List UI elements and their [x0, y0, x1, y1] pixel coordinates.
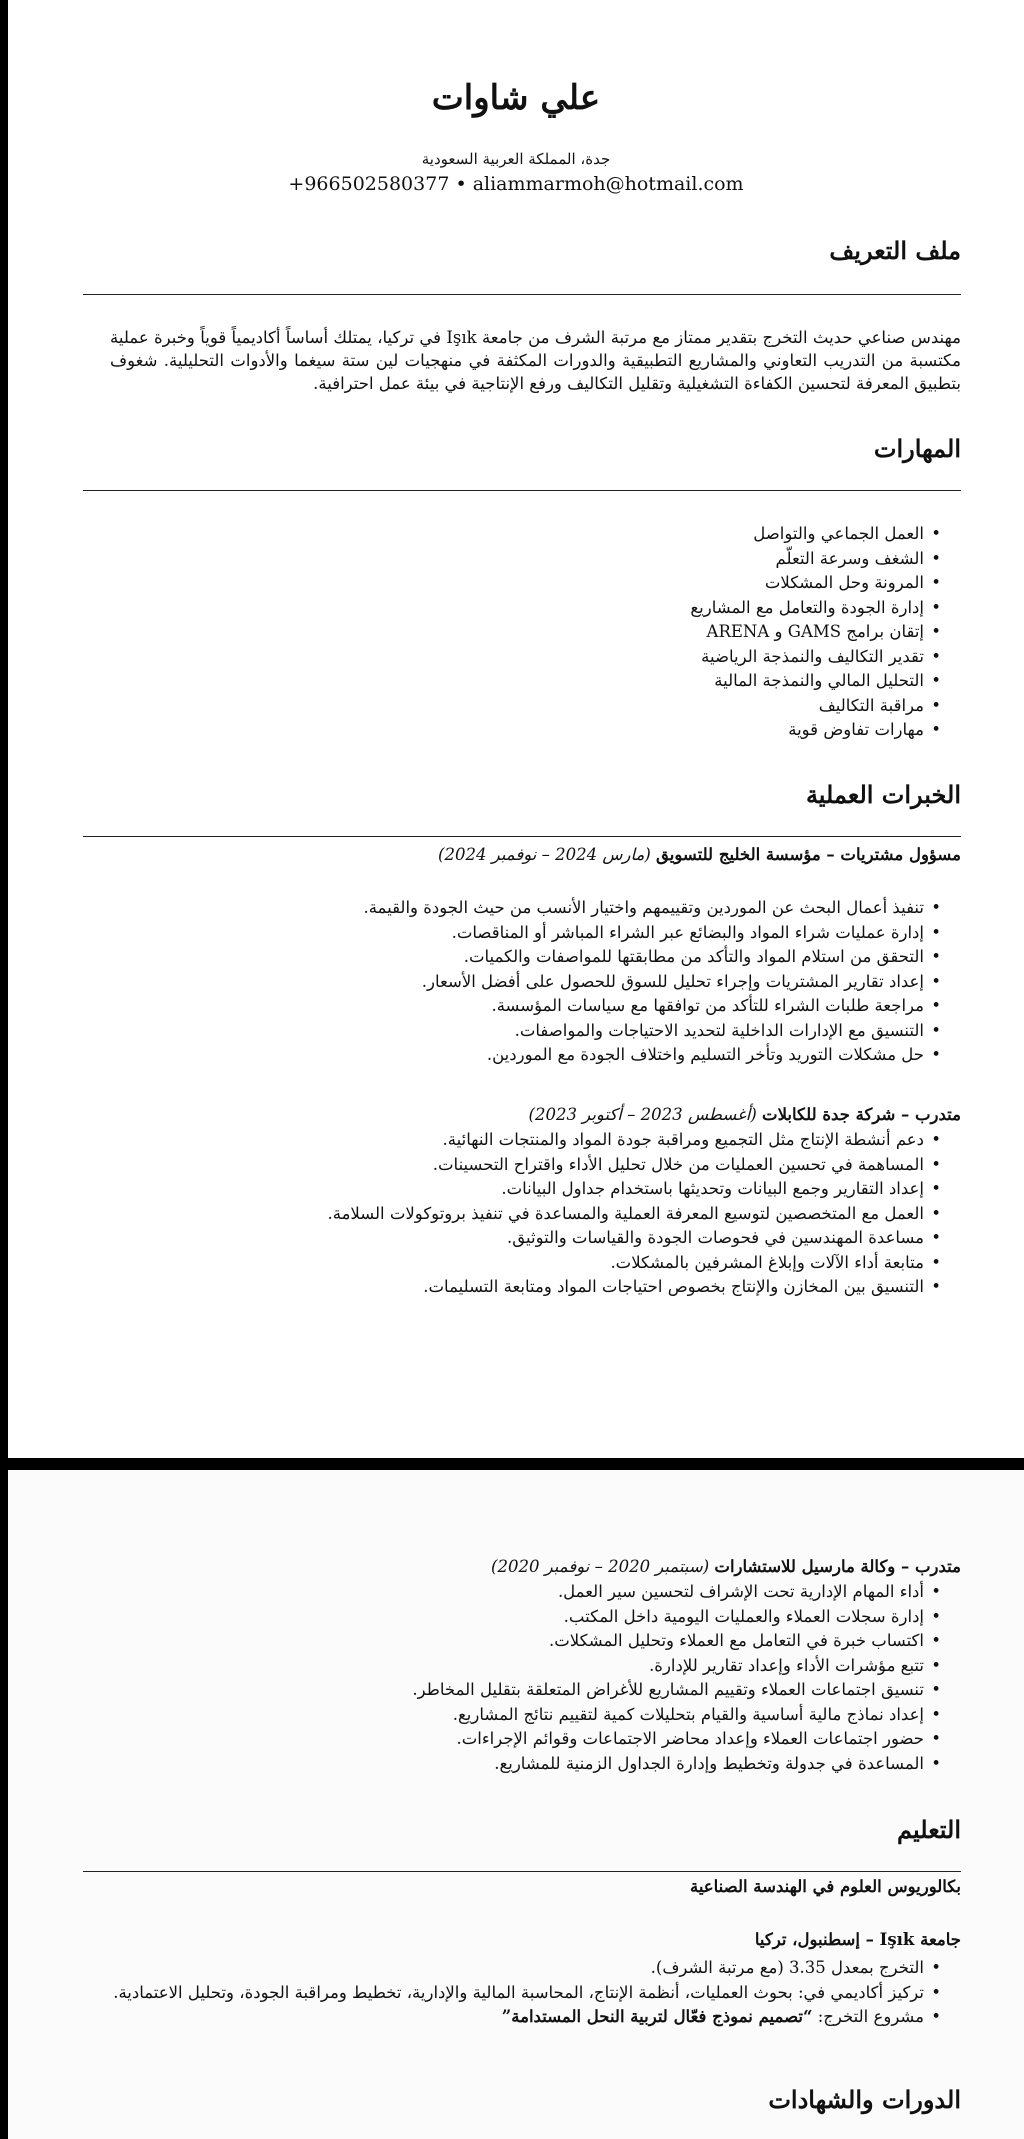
list-item: • التحقق من استلام المواد والتأكد من مطابقتها للمواصفات والكميات.	[363, 945, 924, 970]
job-title: متدرب – شركة جدة للكابلات	[762, 1105, 961, 1124]
section-divider	[83, 490, 961, 491]
list-item: • مراقبة التكاليف	[690, 694, 924, 719]
job-duties-list	[363, 896, 944, 1068]
list-item: • إعداد التقارير وجمع البيانات وتحديثها باستخدام جداول البيانات.	[328, 1177, 925, 1202]
list-item: • مساعدة المهندسين في فحوصات الجودة والقياسات والتوثيق.	[328, 1226, 925, 1251]
project-label: مشروع التخرج:	[812, 2007, 924, 2026]
job-dates: (أغسطس 2023 – أكتوبر 2023)	[528, 1105, 757, 1124]
job-heading	[529, 1103, 961, 1127]
resume-page-1	[8, 0, 1024, 1458]
list-item: • التنسيق بين المخازن والإنتاج بخصوص احتياجات المواد ومتابعة التسليمات.	[328, 1275, 925, 1300]
list-item: • تقدير التكاليف والنمذجة الرياضية	[690, 645, 924, 670]
list-item: • تنسيق اجتماعات العملاء وتقييم المشاريع للأغراض المتعلقة بتقليل المخاطر.	[412, 1678, 924, 1703]
list-item: • المساعدة في جدولة وتخطيط وإدارة الجداول الزمنية للمشاريع.	[412, 1752, 924, 1777]
list-item: • تنفيذ أعمال البحث عن الموردين وتقييمهم واختيار الأنسب من حيث الجودة والقيمة.	[363, 896, 924, 921]
list-item: • التخرج بمعدل 3.35 (مع مرتبة الشرف).	[48, 1956, 924, 1981]
skills-title: المهارات	[873, 434, 961, 463]
list-item: • المساهمة في تحسين العمليات من خلال تحليل الأداء واقتراح التحسينات.	[328, 1153, 925, 1178]
job-dates: (مارس 2024 – نوفمبر 2024)	[438, 845, 651, 864]
profile-text: مهندس صناعي حديث التخرج بتقدير ممتاز مع مرتبة الشرف من جامعة Işık في تركيا، يمتلك أساساً أكاديمياً قوياً وخبرة عملية مكتسبة من التدريب التعاوني والمشاريع التطبيقية والدورات المكثفة في منهجيات لين ستة سيغما والأدوات التحليلية. شغوف بتطبيق المعرفة لتحسين الكفاءة التشغيلية وتقليل التكاليف ورفع الإنتاجية في بيئة عمل احترافية.	[110, 328, 961, 393]
school-name: جامعة Işık – إسطنبول، تركيا	[754, 1930, 961, 1949]
list-item: • التنسيق مع الإدارات الداخلية لتحديد الاحتياجات والمواصفات.	[363, 1019, 924, 1044]
list-item: • مراجعة طلبات الشراء للتأكد من توافقها مع سياسات المؤسسة.	[363, 994, 924, 1019]
list-item: • إعداد نماذج مالية أساسية والقيام بتحليلات كمية لتقييم نتائج المشاريع.	[412, 1703, 924, 1728]
list-item: • اكتساب خبرة في التعامل مع العملاء وتحليل المشكلات.	[412, 1629, 924, 1654]
job-heading	[491, 1555, 961, 1579]
list-item: • دعم أنشطة الإنتاج مثل التجميع ومراقبة جودة المواد والمنتجات النهائية.	[328, 1128, 925, 1153]
list-item: • إدارة سجلات العملاء والعمليات اليومية داخل المكتب.	[412, 1605, 924, 1630]
candidate-location: جدة، المملكة العربية السعودية	[421, 150, 611, 168]
list-item: • إدارة الجودة والتعامل مع المشاريع	[690, 596, 924, 621]
section-divider	[83, 836, 961, 837]
list-item: • إعداد تقارير المشتريات وإجراء تحليل للسوق للحصول على أفضل الأسعار.	[363, 970, 924, 995]
experience-title: الخبرات العملية	[805, 780, 961, 809]
list-item: • حل مشكلات التوريد وتأخر التسليم واختلاف الجودة مع الموردين.	[363, 1043, 924, 1068]
project-title: “تصميم نموذج فعّال لتربية النحل المستدامة”	[501, 2007, 813, 2026]
job-dates: (سبتمبر 2020 – نوفمبر 2020)	[491, 1557, 710, 1576]
section-divider	[83, 1871, 961, 1872]
list-item: • إدارة عمليات شراء المواد والبضائع عبر الشراء المباشر أو المناقصات.	[363, 921, 924, 946]
section-divider	[83, 294, 961, 295]
list-item: • أداء المهام الإدارية تحت الإشراف لتحسين سير العمل.	[412, 1580, 924, 1605]
list-item: • مهارات تفاوض قوية	[690, 718, 924, 743]
skills-list	[690, 522, 944, 743]
list-item: • التحليل المالي والنمذجة المالية	[690, 669, 924, 694]
list-item: • إتقان برامج GAMS و ARENA	[690, 620, 924, 645]
profile-title: ملف التعريف	[829, 236, 961, 265]
list-item: • الشغف وسرعة التعلّم	[690, 547, 924, 572]
list-item	[48, 2005, 924, 2030]
courses-title: الدورات والشهادات	[768, 2085, 961, 2114]
candidate-contact: +966502580377 • aliammarmoh@hotmail.com	[288, 173, 744, 195]
list-item: • تركيز أكاديمي في: بحوث العمليات، أنظمة الإنتاج، المحاسبة المالية والإدارية، تخطيط ومراقبة الجودة، وتحليل الاعتمادية.	[48, 1981, 924, 2006]
resume-page-2	[8, 1470, 1024, 2139]
candidate-name: علي شاوات	[431, 78, 601, 118]
list-item: • حضور اجتماعات العملاء وإعداد محاضر الاجتماعات وقوائم الإجراءات.	[412, 1727, 924, 1752]
list-item: • العمل الجماعي والتواصل	[690, 522, 924, 547]
job-title: متدرب – وكالة مارسيل للاستشارات	[714, 1557, 961, 1576]
job-duties-list	[328, 1128, 945, 1300]
list-item: • المرونة وحل المشكلات	[690, 571, 924, 596]
list-item: • متابعة أداء الآلات وإبلاغ المشرفين بالمشكلات.	[328, 1251, 925, 1276]
job-duties-list	[412, 1580, 944, 1776]
list-item: • العمل مع المتخصصين لتوسيع المعرفة العملية والمساعدة في تنفيذ بروتوكولات السلامة.	[328, 1202, 925, 1227]
degree-title: بكالوريوس العلوم في الهندسة الصناعية	[689, 1877, 961, 1896]
job-heading	[438, 843, 961, 867]
education-title: التعليم	[897, 1815, 961, 1844]
list-item: • تتبع مؤشرات الأداء وإعداد تقارير للإدارة.	[412, 1654, 924, 1679]
education-list	[48, 1956, 944, 2030]
job-title: مسؤول مشتريات – مؤسسة الخليج للتسويق	[656, 845, 961, 864]
